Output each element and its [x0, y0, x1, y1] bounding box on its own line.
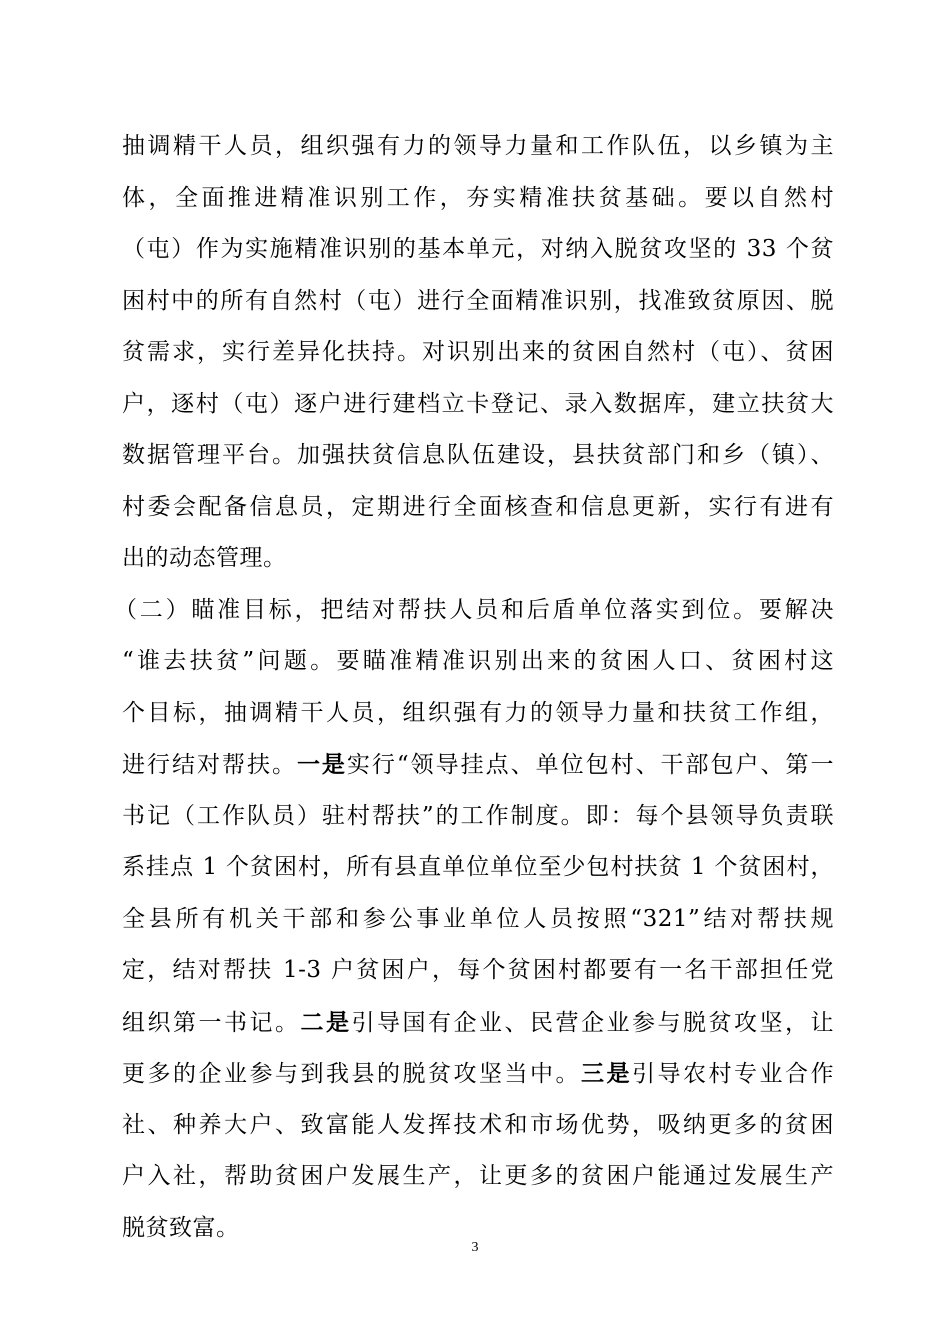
text-segment: 数据管理平台。加强扶贫信息队伍建设，县扶贫部门和乡（镇）、: [122, 442, 834, 468]
text-segment: 引导农村专业合作: [632, 1061, 834, 1087]
body-text: [114, 121, 834, 1254]
text-segment: 引导国有企业、民营企业参与脱贫攻坚，让: [351, 1009, 834, 1036]
text-line: [122, 533, 834, 585]
text-segment: 组织第一书记。: [122, 1009, 301, 1036]
text-segment: 抽调精干人员，组织强有力的领导力量和工作队伍，以乡镇为主: [122, 133, 834, 159]
text-line: [122, 791, 834, 843]
text-line: [122, 636, 834, 688]
text-line: [122, 997, 834, 1049]
text-line: [122, 430, 834, 482]
text-line: [122, 379, 834, 431]
text-line: [114, 585, 834, 637]
text-line: [122, 1151, 834, 1203]
text-segment: 系挂点 1 个贫困村，所有县直单位单位至少包村扶贫 1 个贫困村，: [122, 854, 834, 880]
text-segment: （二）瞄准目标，把结对帮扶人员和后盾单位落实到位。要解决: [114, 596, 834, 623]
text-segment: 脱贫致富。: [122, 1214, 240, 1241]
text-line: [122, 1048, 834, 1100]
text-segment: “谁去扶贫”问题。要瞄准精准识别出来的贫困人口、贫困村这: [122, 648, 834, 674]
text-segment: 定，结对帮扶 1-3 户贫困户，每个贫困村都要有一名干部担任党: [122, 957, 834, 983]
text-line: [122, 276, 834, 328]
bold-keyword: 一是: [296, 751, 347, 778]
page-number: 3: [471, 1240, 479, 1255]
text-line: [122, 327, 834, 379]
text-segment: 更多的企业参与到我县的脱贫攻坚当中。: [122, 1061, 581, 1087]
text-segment: 户，逐村（屯）逐户进行建档立卡登记、录入数据库，建立扶贫大: [122, 390, 834, 417]
text-line: [122, 894, 834, 946]
text-segment: 贫需求，实行差异化扶持。对识别出来的贫困自然村（屯）、贫困: [122, 339, 834, 365]
text-segment: 村委会配备信息员，定期进行全面核查和信息更新，实行有进有: [122, 493, 834, 520]
text-segment: 户入社，帮助贫困户发展生产，让更多的贫困户能通过发展生产: [122, 1163, 834, 1189]
text-line: [122, 482, 834, 534]
text-segment: 书记（工作队员）驻村帮扶”的工作制度。即：每个县领导负责联: [122, 802, 834, 829]
text-segment: 社、种养大户、致富能人发挥技术和市场优势，吸纳更多的贫困: [122, 1111, 834, 1138]
text-line: [122, 739, 834, 791]
text-line: [122, 173, 834, 225]
text-segment: 进行结对帮扶。: [122, 752, 297, 778]
text-segment: 全县所有机关干部和参公事业单位人员按照“321”结对帮扶规: [122, 905, 834, 932]
bold-keyword: 二是: [300, 1008, 352, 1036]
text-line: [122, 688, 834, 740]
text-line: [122, 121, 834, 173]
text-segment: （屯）作为实施精准识别的基本单元，对纳入脱贫攻坚的 33 个贫: [122, 236, 834, 262]
text-segment: 体，全面推进精准识别工作，夯实精准扶贫基础。要以自然村: [122, 184, 834, 211]
text-line: [122, 1100, 834, 1152]
text-segment: 实行“领导挂点、单位包村、干部包户、第一: [346, 752, 834, 778]
text-segment: 个目标，抽调精干人员，组织强有力的领导力量和扶贫工作组，: [122, 699, 834, 726]
bold-keyword: 三是: [581, 1060, 632, 1087]
text-segment: 出的动态管理。: [122, 545, 287, 571]
text-line: [122, 224, 834, 276]
text-line: [122, 945, 834, 997]
text-segment: 困村中的所有自然村（屯）进行全面精准识别，找准致贫原因、脱: [122, 287, 834, 314]
text-line: [122, 842, 834, 894]
